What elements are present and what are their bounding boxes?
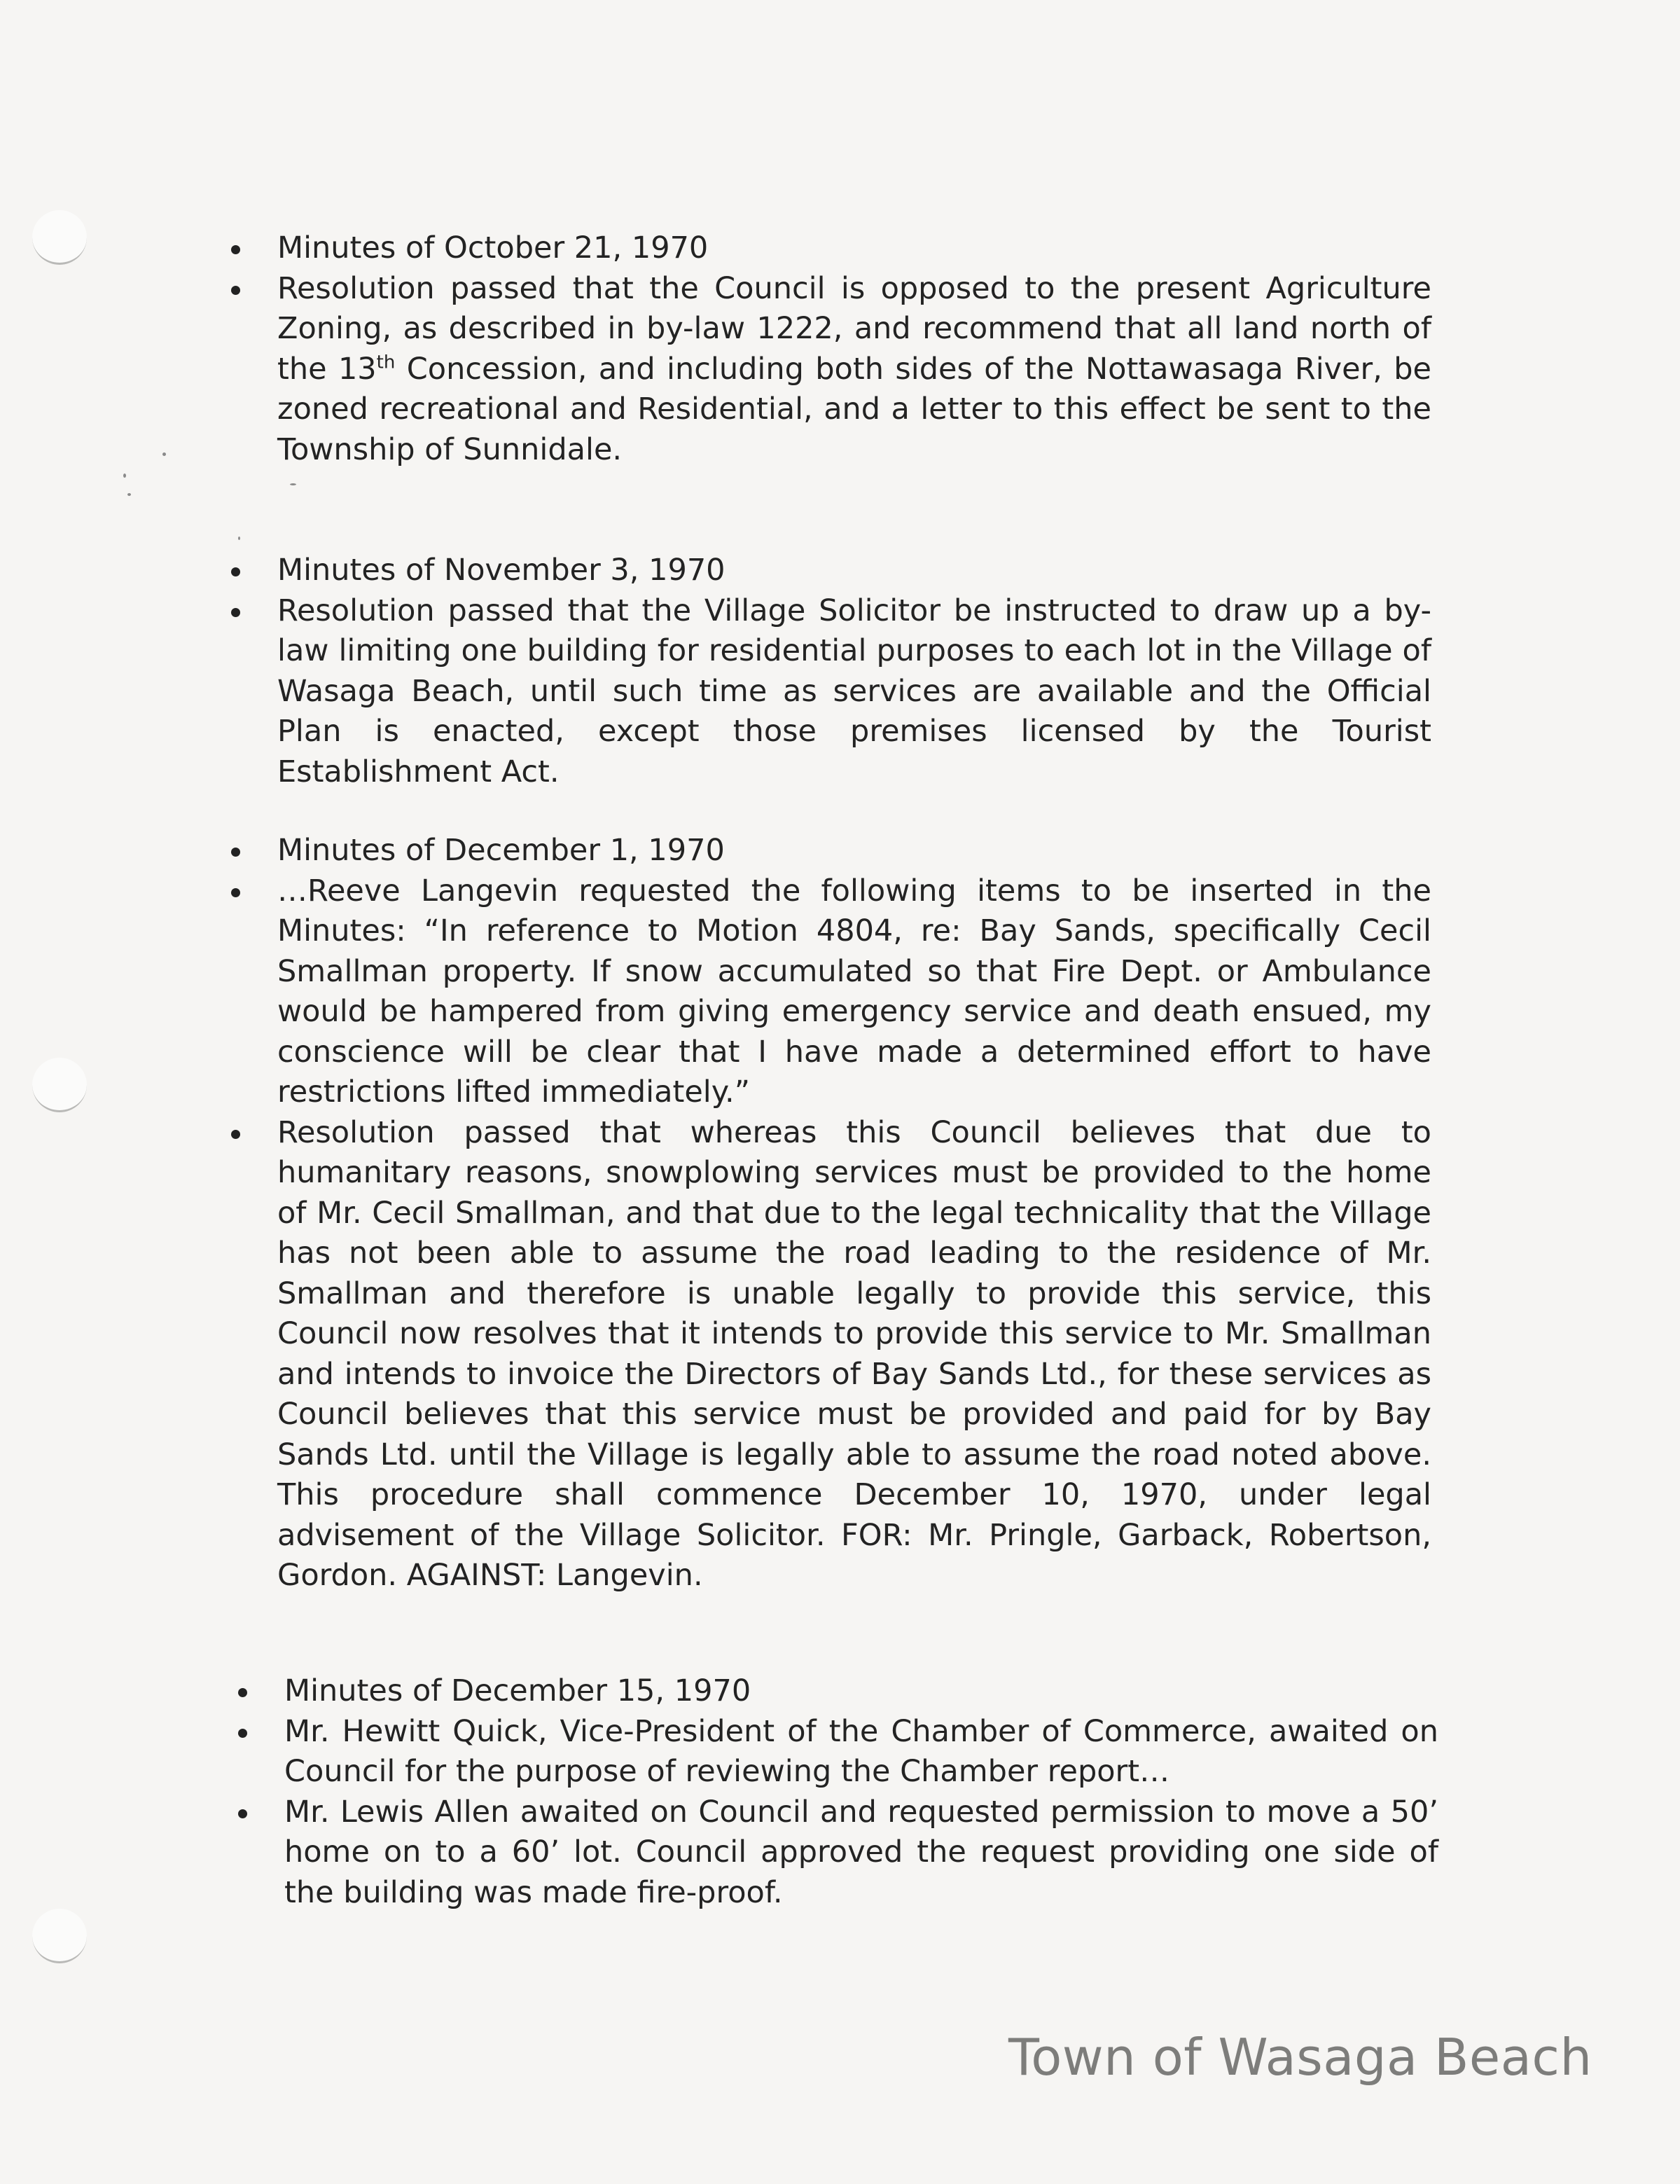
resolution-item: Resolution passed that the Village Solicitor be instructed to draw up a by-law limiting one building for residential purposes to each lot in the Village of Wasaga Beach, until such time as services are available and the Official Plan is enacted, except those premises licensed by the Tourist Establishment Act. [227, 591, 1431, 793]
minutes-heading: Minutes of December 15, 1970 [234, 1671, 1438, 1712]
watermark: Town of Wasaga Beach [1008, 2028, 1592, 2087]
punch-hole [32, 1909, 87, 1963]
scan-speck [290, 483, 296, 485]
minutes-item: Mr. Hewitt Quick, Vice-President of the Chamber of Commerce, awaited on Council for the purpose of reviewing the Chamber report… [234, 1712, 1438, 1792]
scan-speck [127, 493, 131, 496]
scan-speck [123, 474, 126, 478]
punch-hole [32, 210, 87, 265]
minutes-item: Mr. Lewis Allen awaited on Council and requested permission to move a 50’ home on to a 60’ lot. Council approved the request providing one side of the building was made fire-proof. [234, 1792, 1438, 1914]
minutes-heading: Minutes of November 3, 1970 [227, 551, 1431, 591]
minutes-section-dec-1 [227, 831, 1431, 1596]
minutes-heading: Minutes of December 1, 1970 [227, 831, 1431, 871]
minutes-section-oct-21 [227, 228, 1431, 470]
minutes-section-dec-15 [234, 1671, 1438, 1913]
ordinal-superscript: th [376, 352, 396, 373]
resolution-item [227, 269, 1431, 471]
minutes-item: …Reeve Langevin requested the following items to be inserted in the Minutes: “In reference to Motion 4804, re: Bay Sands, specifically Cecil Smallman property. If snow accumulated so that Fire Dept. or Ambulance would be hampered from giving emergency service and death ensued, my conscience will be clear that I have made a determined effort to have restrictions lifted immediately.” [227, 871, 1431, 1113]
resolution-text: Resolution passed that the Council is opposed to the present Agriculture Zoning, as described in by-law 1222, and recommend that all land north of the 13 [277, 270, 1431, 387]
scan-speck [162, 452, 166, 456]
minutes-section-nov-3 [227, 551, 1431, 792]
minutes-heading: Minutes of October 21, 1970 [227, 228, 1431, 269]
punch-hole [32, 1058, 87, 1112]
resolution-item: Resolution passed that whereas this Council believes that due to humanitary reasons, snowplowing services must be provided to the home of Mr. Cecil Smallman, and that due to the legal technicality that the Village has not been able to assume the road leading to the residence of Mr. Smallman and therefore is unable legally to provide this service, this Council now resolves that it intends to provide this service to Mr. Smallman and intends to invoice the Directors of Bay Sands Ltd., for these services as Council believes that this service must be provided and paid for by Bay Sands Ltd. until the Village is legally able to assume the road noted above. This procedure shall commence December 10, 1970, under legal advisement of the Village Solicitor. FOR: Mr. Pringle, Garback, Robertson, Gordon. AGAINST: Langevin. [227, 1113, 1431, 1596]
resolution-text: Concession, and including both sides of the Nottawasaga River, be zoned recreational and Residential, and a letter to this effect be sent to the Township of Sunnidale. [277, 351, 1432, 467]
scan-speck [238, 537, 240, 540]
